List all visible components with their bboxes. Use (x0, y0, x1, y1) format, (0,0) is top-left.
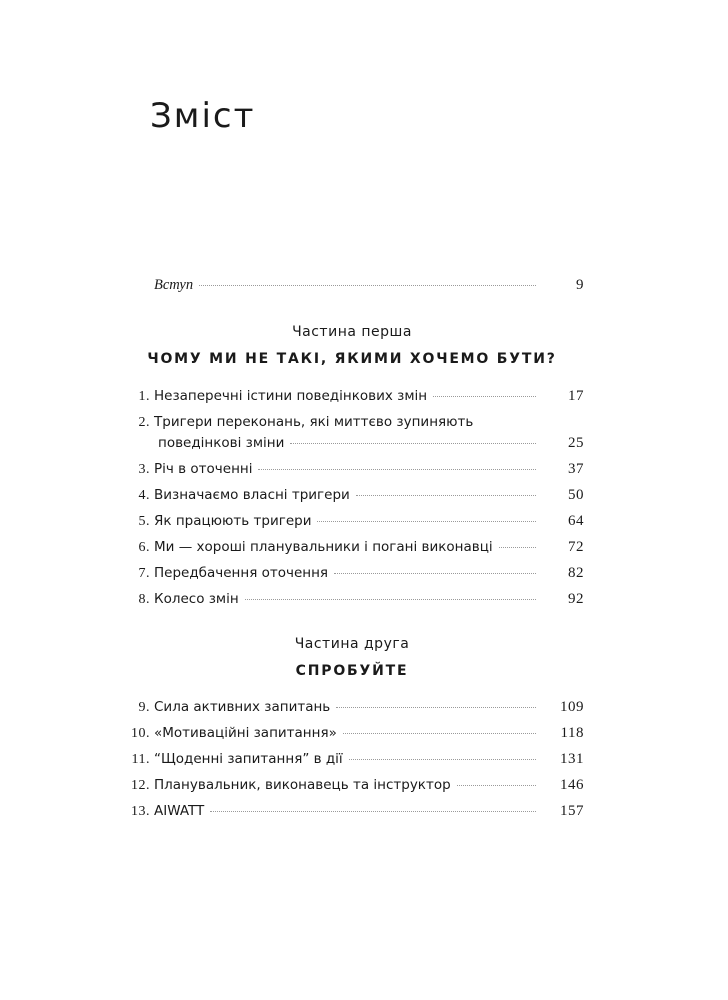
dot-leader (457, 784, 536, 786)
toc-entry-title-line1: Тригери переконань, які миттєво зупиняють (154, 414, 474, 430)
dot-leader (343, 732, 536, 734)
toc-entry[interactable] (120, 750, 584, 769)
toc-entry-title: Як працюють тригери (154, 513, 312, 529)
toc-page-number: 82 (568, 565, 584, 581)
toc-entry-title: Незаперечні істини поведінкових змін (154, 388, 428, 404)
chapter-number: 9. (138, 700, 150, 715)
dot-leader (317, 520, 536, 522)
toc-page-number: 17 (568, 388, 584, 404)
toc-entry[interactable] (120, 538, 584, 557)
toc-page-number: 92 (568, 591, 584, 607)
chapter-number: 13. (131, 804, 150, 819)
chapter-number: 6. (138, 540, 150, 555)
part-two-title: СПРОБУЙТЕ (295, 663, 409, 679)
toc-entry-title: Річ в оточенні (154, 461, 253, 477)
toc-page-number: 118 (560, 725, 584, 741)
page-title: Зміст (150, 96, 256, 136)
toc-page-number: 131 (560, 751, 584, 767)
dot-leader (290, 442, 536, 444)
toc-page-number: 25 (568, 435, 584, 451)
toc-entry-title: Колесо змін (154, 591, 239, 607)
toc-entry[interactable] (120, 590, 584, 609)
dot-leader (356, 494, 536, 496)
chapter-number: 12. (131, 778, 150, 793)
toc-entry[interactable] (120, 564, 584, 583)
chapter-number: 7. (138, 566, 150, 581)
part-one-label: Частина перша (292, 324, 412, 340)
toc-entry-title: AIWATT (154, 803, 205, 819)
toc-entry-title: Визначаємо власні тригери (154, 487, 350, 503)
toc-entry-title: Вступ (154, 277, 194, 293)
toc-entry-title: «Мотиваційні запитання» (154, 725, 337, 741)
part-two-label: Частина друга (294, 636, 410, 652)
toc-entry[interactable] (120, 802, 584, 821)
toc-entry-title: Планувальник, виконавець та інструктор (154, 777, 451, 793)
toc-entry[interactable] (120, 776, 584, 795)
chapter-number: 2. (138, 415, 150, 430)
toc-page-number: 72 (568, 539, 584, 555)
toc-entry-intro[interactable] (120, 276, 584, 294)
toc-entry[interactable] (120, 460, 584, 479)
dot-leader (258, 468, 536, 470)
toc-entry[interactable] (120, 724, 584, 743)
chapter-number: 4. (138, 488, 150, 503)
dot-leader (336, 706, 536, 708)
toc-entry[interactable] (120, 413, 584, 432)
chapter-number: 3. (138, 462, 150, 477)
toc-page-number: 157 (560, 803, 584, 819)
toc-entry[interactable] (120, 512, 584, 531)
toc-entry[interactable] (120, 387, 584, 406)
chapter-number: 1. (138, 389, 150, 404)
toc-page-number: 37 (568, 461, 584, 477)
dot-leader (334, 572, 536, 574)
chapter-number: 11. (131, 752, 150, 767)
part-one-title: ЧОМУ МИ НЕ ТАКІ, ЯКИМИ ХОЧЕМО БУТИ? (147, 351, 557, 367)
toc-page-number: 9 (576, 277, 584, 293)
toc-entry-title-line2: поведінкові зміни (158, 435, 285, 451)
dot-leader (349, 758, 536, 760)
toc-entry-title: Сила активних запитань (154, 699, 331, 715)
toc-entry-continuation[interactable] (120, 434, 584, 452)
dot-leader (433, 395, 536, 397)
toc-entry[interactable] (120, 486, 584, 505)
toc-entry[interactable] (120, 698, 584, 717)
chapter-number: 8. (138, 592, 150, 607)
toc-entry-title: “Щоденні запитання” в дії (154, 751, 343, 767)
toc-page-number: 50 (568, 487, 584, 503)
toc-entry-title: Передбачення оточення (154, 565, 329, 581)
dot-leader (210, 810, 536, 812)
toc-page-number: 146 (560, 777, 584, 793)
dot-leader (245, 598, 536, 600)
toc-entry-title: Ми — хороші планувальники і погані виконавці (154, 539, 493, 555)
toc-page-number: 109 (560, 699, 584, 715)
dot-leader (199, 284, 536, 286)
toc-page-number: 64 (568, 513, 584, 529)
dot-leader (499, 546, 536, 548)
chapter-number: 10. (131, 726, 150, 741)
chapter-number: 5. (138, 514, 150, 529)
